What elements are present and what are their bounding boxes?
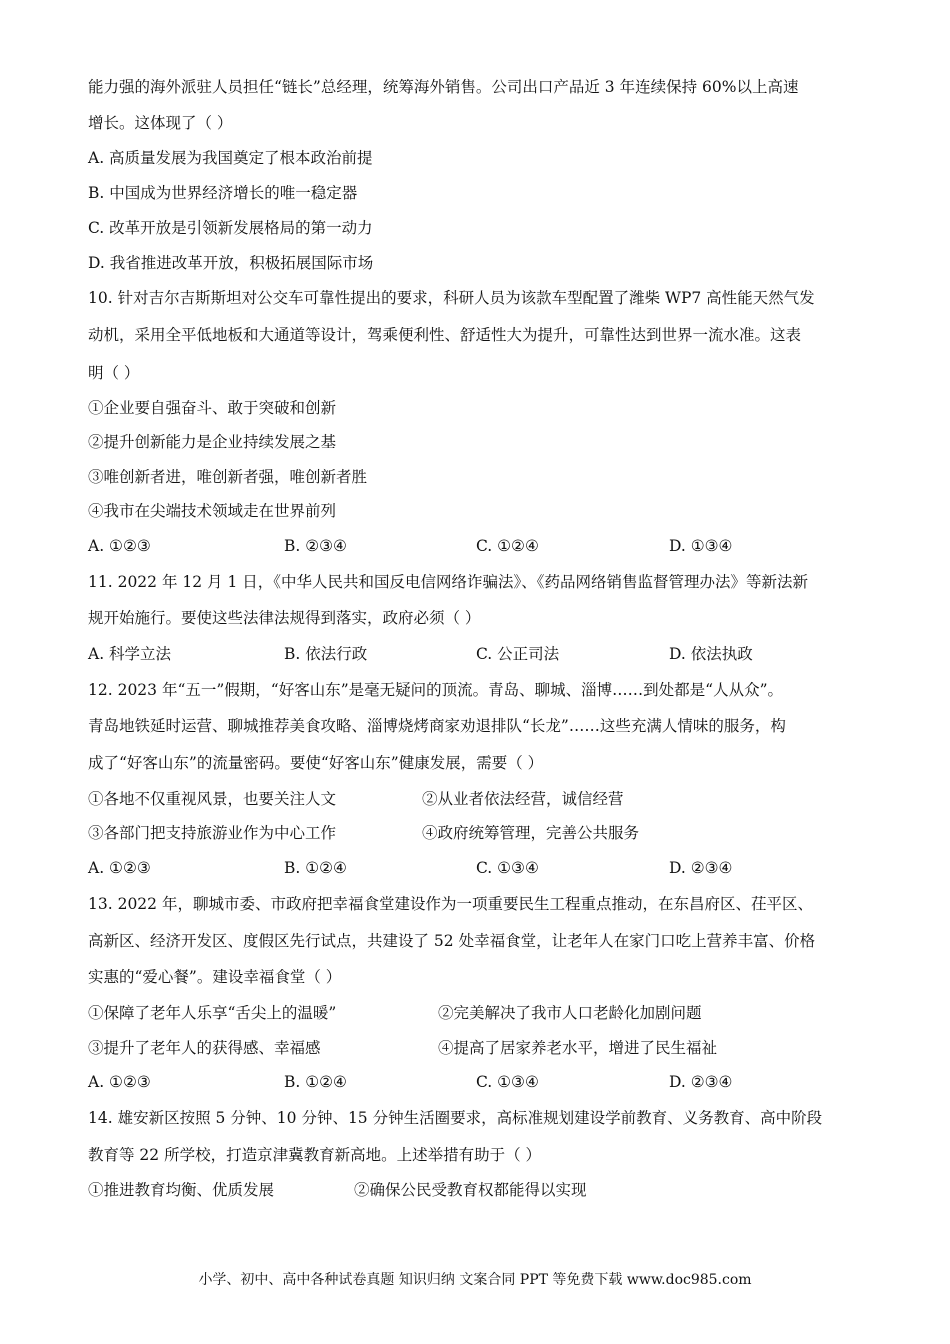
q11-option-a: A. 科学立法	[88, 645, 172, 663]
q10-stem-line-1: 10. 针对吉尔吉斯斯坦对公交车可靠性提出的要求，科研人员为该款车型配置了潍柴 WP7 高性能天然气发	[88, 289, 815, 307]
q11-stem-line-1: 11. 2022 年 12 月 1 日，《中华人民共和国反电信网络诈骗法》、《药品网络销售监督管理办法》等新法新	[88, 573, 808, 591]
q12-stem-line-3: 成了“好客山东”的流量密码。要使“好客山东”健康发展，需要（ ）	[88, 754, 544, 772]
q13-items-row-1	[88, 1003, 888, 1023]
q11-option-b: B. 依法行政	[284, 645, 368, 663]
q14-stem-line-1: 14. 雄安新区按照 5 分钟、10 分钟、15 分钟生活圈要求，高标准规划建设学前教育、义务教育、高中阶段	[88, 1109, 823, 1127]
q14-stem-line-2: 教育等 22 所学校，打造京津冀教育新高地。上述举措有助于（ ）	[88, 1146, 542, 1164]
q13-option-b: B. ①②④	[284, 1073, 347, 1091]
q12-option-d: D. ②③④	[669, 859, 733, 877]
q10-stem-line-2: 动机，采用全平低地板和大通道等设计，驾乘便利性、舒适性大为提升，可靠性达到世界一流水准。这表	[88, 326, 802, 344]
q10-item-4: ④我市在尖端技术领域走在世界前列	[88, 502, 337, 520]
q13-stem-line-3: 实惠的“爱心餐”。建设幸福食堂（ ）	[88, 968, 342, 986]
q14-item-1: ①推进教育均衡、优质发展	[88, 1181, 275, 1199]
q13-option-d: D. ②③④	[669, 1073, 733, 1091]
q12-stem-line-1: 12. 2023 年“五一”假期，“好客山东”是毫无疑问的顶流。青岛、聊城、淄博……到处都是“人从众”。	[88, 681, 783, 699]
q10-options-row	[88, 536, 888, 556]
q13-item-1: ①保障了老年人乐享“舌尖上的温暖”	[88, 1004, 337, 1022]
q10-item-3: ③唯创新者进，唯创新者强，唯创新者胜	[88, 468, 368, 486]
q12-items-row-1	[88, 789, 888, 809]
q10-item-1: ①企业要自强奋斗、敢于突破和创新	[88, 399, 337, 417]
q13-item-2: ②完美解决了我市人口老龄化加剧问题	[438, 1004, 702, 1022]
q9-option-b: B. 中国成为世界经济增长的唯一稳定器	[88, 184, 358, 202]
q9-option-c: C. 改革开放是引领新发展格局的第一动力	[88, 219, 373, 237]
q10-option-c: C. ①②④	[476, 537, 539, 555]
q13-option-c: C. ①③④	[476, 1073, 539, 1091]
q12-items-row-2	[88, 823, 888, 843]
q12-item-4: ④政府统筹管理，完善公共服务	[422, 824, 640, 842]
q9-stem-line-2: 增长。这体现了（ ）	[88, 114, 233, 132]
q9-option-d: D. 我省推进改革开放，积极拓展国际市场	[88, 254, 374, 272]
q13-stem-line-1: 13. 2022 年，聊城市委、市政府把幸福食堂建设作为一项重要民生工程重点推动，在东昌府区、茌平区、	[88, 895, 813, 913]
q10-option-a: A. ①②③	[88, 537, 151, 555]
q11-options-row	[88, 644, 888, 664]
q9-stem-line-1: 能力强的海外派驻人员担任“链长”总经理，统筹海外销售。公司出口产品近 3 年连续保持 60%以上高速	[88, 78, 799, 96]
q13-item-4: ④提高了居家养老水平，增进了民生福祉	[438, 1039, 718, 1057]
q13-options-row	[88, 1072, 888, 1092]
q10-option-d: D. ①③④	[669, 537, 733, 555]
q14-item-2: ②确保公民受教育权都能得以实现	[354, 1181, 587, 1199]
q12-stem-line-2: 青岛地铁延时运营、聊城推荐美食攻略、淄博烧烤商家劝退排队“长龙”……这些充满人情味的服务，构	[88, 717, 786, 735]
q10-option-b: B. ②③④	[284, 537, 347, 555]
q12-option-b: B. ①②④	[284, 859, 347, 877]
q12-item-3: ③各部门把支持旅游业作为中心工作	[88, 824, 337, 842]
q12-item-2: ②从业者依法经营，诚信经营	[422, 790, 624, 808]
q13-items-row-2	[88, 1038, 888, 1058]
q12-option-c: C. ①③④	[476, 859, 539, 877]
q12-options-row	[88, 858, 888, 878]
q10-stem-line-3: 明（ ）	[88, 364, 140, 382]
q12-item-1: ①各地不仅重视风景，也要关注人文	[88, 790, 337, 808]
q11-stem-line-2: 规开始施行。要使这些法律法规得到落实，政府必须（ ）	[88, 609, 481, 627]
q14-items-row-1	[88, 1180, 888, 1200]
q12-option-a: A. ①②③	[88, 859, 151, 877]
page-footer: 小学、初中、高中各种试卷真题 知识归纳 文案合同 PPT 等免费下载 www.doc985.com	[198, 1272, 752, 1288]
q10-item-2: ②提升创新能力是企业持续发展之基	[88, 433, 337, 451]
q11-option-d: D. 依法执政	[669, 645, 753, 663]
q11-option-c: C. 公正司法	[476, 645, 560, 663]
q9-option-a: A. 高质量发展为我国奠定了根本政治前提	[88, 149, 373, 167]
q13-stem-line-2: 高新区、经济开发区、度假区先行试点，共建设了 52 处幸福食堂，让老年人在家门口吃上营养丰富、价格	[88, 932, 816, 950]
q13-item-3: ③提升了老年人的获得感、幸福感	[88, 1039, 321, 1057]
q13-option-a: A. ①②③	[88, 1073, 151, 1091]
